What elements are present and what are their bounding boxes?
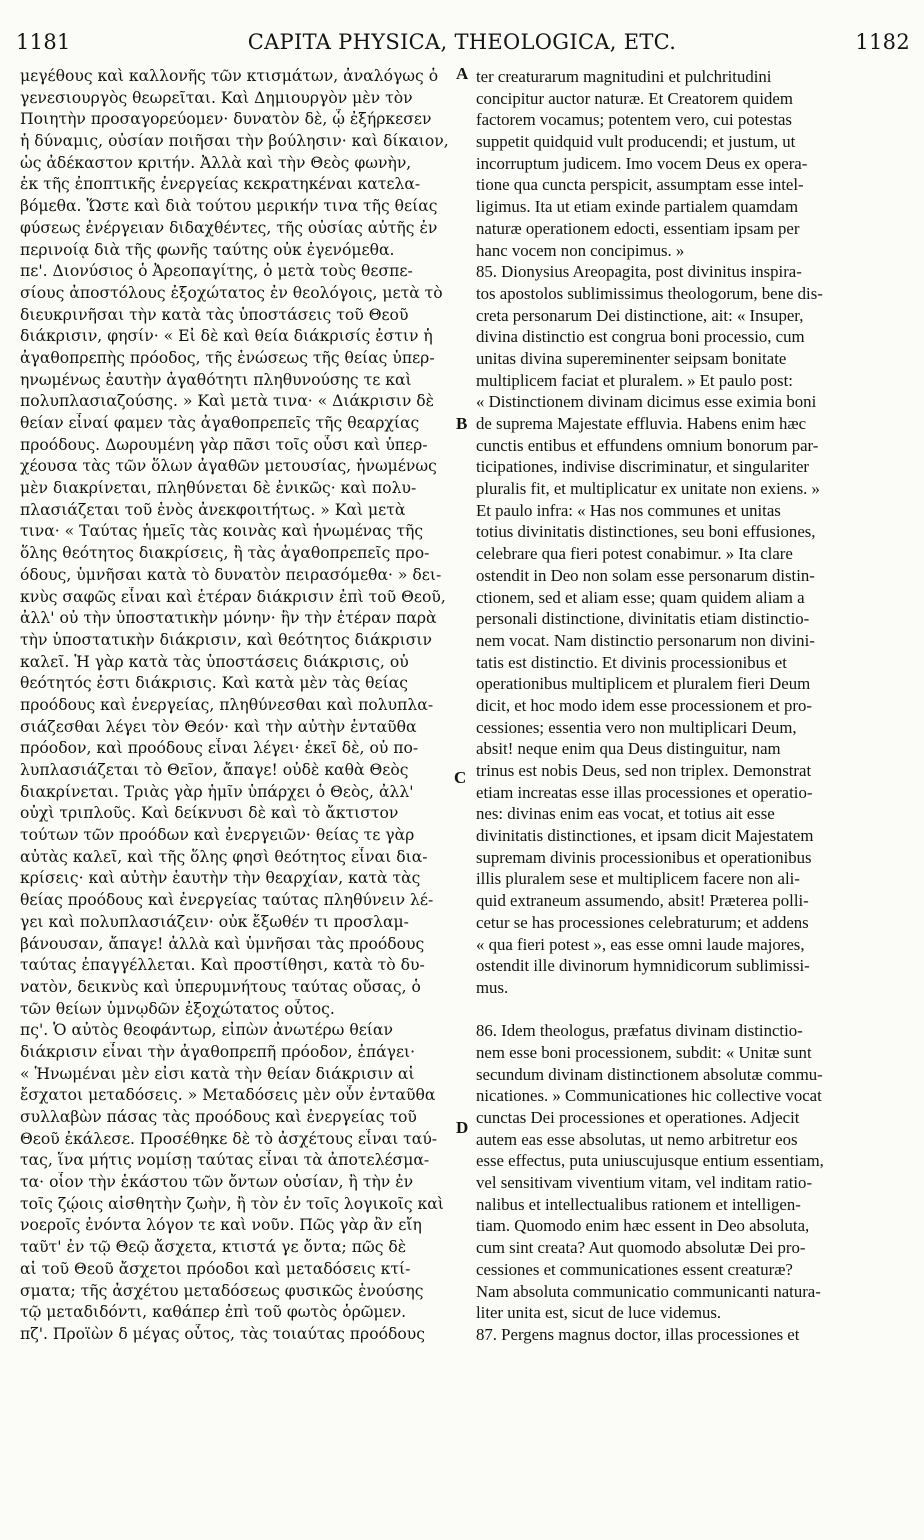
text-line: ἀγαθοπρεπὴς πρόοδος, τῆς ἑνώσεως τῆς θείας ὑπερ-: [20, 348, 435, 367]
text-line: τινα· « Ταύτας ἡμεῖς τὰς κοινὰς καὶ ἡνωμένας τῆς: [20, 522, 424, 541]
text-line: unitas divina supereminenter seipsam bonitate: [476, 348, 787, 368]
text-line: nalibus et intellectualibus rationem et intelligen-: [476, 1194, 801, 1214]
running-header: [0, 30, 924, 64]
text-line: ταῦτ' ἐν τῷ Θεῷ ἄσχετα, κτιστά γε ὄντα; πῶς δὲ: [20, 1238, 407, 1257]
text-line: θεότητός ἐστι διάκρισις. Καὶ κατὰ μὲν τὰς θείας: [20, 674, 408, 693]
text-line: προόδους. Δωρουμένη γὰρ πᾶσι τοῖς οὖσι καὶ ὑπερ-: [20, 435, 428, 454]
text-line: multiplicem faciat et pluralem. » Et paulo post:: [476, 370, 793, 390]
text-line: σιάζεσθαι λέγει τὸν Θεόν· καὶ τὴν αὐτὴν ἐνταῦθα: [20, 717, 417, 736]
text-line: Θεοῦ ἐκάλεσε. Προσέθηκε δὲ τὸ ἀσχέτους εἶναι ταύ-: [20, 1129, 438, 1148]
text-line: tatis est distinctio. Et divinis processionibus et: [476, 652, 787, 672]
text-line: ἔσχατοι μεταδόσεις. » Μεταδόσεις μὲν οὖν ἐνταῦθα: [20, 1086, 436, 1105]
text-line: totius divinitatis distinctiones, seu boni effusiones,: [476, 522, 816, 542]
text-line: μὲν διακρίνεται, πληθύνεται δὲ ἑνικῶς· καὶ πολυ-: [20, 479, 417, 498]
text-line: 85. Dionysius Areopagita, post divinitus inspira-: [476, 262, 802, 282]
text-line: 87. Pergens magnus doctor, illas processiones et: [476, 1324, 800, 1344]
text-line: [476, 999, 894, 1021]
text-line: Et paulo infra: « Has nos communes et unitas: [476, 500, 781, 520]
text-line: pluralis fit, et multiplicatur ex unitate non exiens. »: [476, 479, 820, 499]
text-line: cessiones; essentia vero non multiplicari Deum,: [476, 717, 797, 737]
text-line: celebrare qua fieri potest conabimur. » Ita clare: [476, 544, 793, 564]
text-line: nem vocat. Nam distinctio personarum non divini-: [476, 630, 815, 650]
text-line: διευκρινῆσαι τὴν κατὰ τὰς ὑποστάσεις τοῦ Θεοῦ: [20, 305, 409, 324]
text-line: ostendit ille divinorum hymnidicorum sublimissi-: [476, 956, 810, 976]
text-line: tos apostolos sublimissimus theologorum, bene dis-: [476, 283, 823, 303]
text-line: βάνουσαν, ἄπαγε! ἀλλὰ καὶ ὑμνῆσαι τὰς προόδους: [20, 934, 425, 953]
page-number-right: 1182: [855, 30, 910, 54]
text-line: dicit, et hoc modo idem esse processionem et pro-: [476, 695, 813, 715]
text-line: nem esse boni processionem, subdit: « Unitæ sunt: [476, 1042, 812, 1062]
text-line: καλεῖ. Ἡ γὰρ κατὰ τὰς ὑποστάσεις διάκρισις, οὐ: [20, 652, 409, 671]
text-line: αἱ τοῦ Θεοῦ ἄσχετοι πρόοδοι καὶ μεταδόσεις κτί-: [20, 1259, 411, 1278]
greek-column: [20, 66, 460, 1346]
text-line: creta personarum Dei distinctione, ait: « Insuper,: [476, 305, 804, 325]
text-line: Nam absoluta communicatio communicanti natura-: [476, 1281, 821, 1301]
margin-letter-c: C: [454, 768, 467, 787]
text-line: illis pluralem sese et multiplicem facere non ali-: [476, 869, 800, 889]
text-line: hanc vocem non concipimus. »: [476, 240, 685, 260]
text-line: κνὺς σαφῶς εἶναι καὶ ἑτέραν διάκρισιν ἐπὶ τοῦ Θεοῦ,: [20, 587, 446, 606]
text-line: absit! neque enim qua Deus distinguitur, nam: [476, 739, 781, 759]
text-line: suppetit quidquid vult producendi; et justum, ut: [476, 132, 796, 152]
page-number-left: 1181: [16, 30, 71, 54]
text-line: divinitatis distinctiones, et ipsam dicit Majestatem: [476, 826, 814, 846]
margin-letter-d: D: [456, 1118, 469, 1137]
margin-letter-a: A: [456, 64, 469, 83]
text-line: περινοίᾳ διὰ τῆς φωνῆς ταύτης οὐκ ἐγενόμεθα.: [20, 240, 395, 259]
text-line: αὐτὰς καλεῖ, καὶ τῆς ὅλης φησὶ θεότητος εἶναι δια-: [20, 847, 428, 866]
text-line: concipitur auctor naturæ. Et Creatorem quidem: [476, 88, 793, 108]
text-line: trinus est nobis Deus, sed non triplex. Demonstrat: [476, 761, 812, 780]
text-line: secundum divinam distinctionem absolutæ commu-: [476, 1064, 823, 1084]
margin-letter-b: B: [456, 414, 468, 433]
text-line: nicationes. » Communicationes hic collective vocat: [476, 1086, 822, 1106]
text-line: τὴν ὑποστατικὴν διάκρισιν, καὶ θεότητος διάκρισιν: [20, 630, 432, 649]
text-line: etiam increatas esse illas processiones et operatio-: [476, 782, 813, 802]
text-line: esse effectus, puta uniuscujusque entium essentiam,: [476, 1151, 824, 1171]
text-line: σίους ἀποστόλους ἐξοχώτατος ἐν θεολόγοις, μετὰ τὸ: [20, 283, 443, 302]
text-line: διάκρισιν, φησίν· « Εἰ δὲ καὶ θεία διάκρισίς ἐστιν ἡ: [20, 327, 433, 346]
text-line: όδους, ὑμνῆσαι κατὰ τὸ δυνατὸν πειρασόμεθα· » δει-: [20, 565, 442, 584]
text-line: τῷ μεταδιδόντι, καθάπερ ἐπὶ τοῦ φωτὸς ὁρῶμεν.: [20, 1303, 407, 1322]
text-line: πολυπλασιαζούσης. » Καὶ μετὰ τινα· « Διάκρισιν δὲ: [20, 392, 435, 411]
text-line: τούτων τῶν προόδων καὶ ἐνεργειῶν· θείας τε γὰρ: [20, 826, 415, 845]
text-line: γενεσιουργὸς θεωρεῖται. Καὶ Δημιουργὸν μὲν τὸν: [20, 88, 413, 107]
text-line: θείας προόδους καὶ ἐνεργείας ταύτας πληθύνειν λέ-: [20, 891, 434, 910]
text-line: κρίσεις· καὶ αὐτὴν ἑαυτὴν τὴν θεαρχίαν, κατὰ τὰς: [20, 869, 421, 888]
text-line: tione qua cuncta perspicit, assumptam esse intel-: [476, 175, 804, 195]
latin-column: [476, 66, 894, 1346]
text-line: ὅλης θεότητος διακρίσεις, ἢ τὰς ἀγαθοπρεπεῖς προ-: [20, 544, 430, 563]
text-line: cunctas Dei processiones et operationes. Adjecit: [476, 1108, 800, 1127]
text-line: ostendit in Deo non solam esse personarum distin-: [476, 565, 815, 585]
text-line: personali distinctione, divinitatis etiam distinctio-: [476, 609, 810, 629]
text-line: φύσεως ἐνέργειαν διδαχθέντες, τῆς οὐσίας αὐτῆς ἐν: [20, 218, 438, 237]
text-line: cetur se has processiones celebraturum; et addens: [476, 912, 809, 932]
text-line: 86. Idem theologus, præfatus divinam distinctio-: [476, 1021, 803, 1041]
text-line: βόμεθα. Ὥστε καὶ διὰ τούτου μερικήν τινα τῆς θείας: [20, 197, 438, 216]
text-line: autem eas esse absolutas, ut nemo arbitretur eos: [476, 1129, 798, 1149]
text-line: ligimus. Ita ut etiam exinde partialem quamdam: [476, 197, 799, 217]
text-line: νατὸν, δεικνὺς καὶ ὑπερυμνήτους ταύτας οὔσας, ὁ: [20, 977, 421, 996]
text-line: γει καὶ πολυπλασιάζειν· οὐκ ἔξωθέν τι προσλαμ-: [20, 912, 409, 931]
text-line: « Ἡνωμέναι μὲν εἰσι κατὰ τὴν θείαν διάκρισιν αἱ: [20, 1064, 415, 1083]
text-line: σματα; τῆς ἀσχέτου μεταδόσεως φυσικῶς ἑνούσης: [20, 1281, 424, 1300]
text-line: πλασιάζεται τοῦ ἑνὸς ἀνεκφοιτήτως. » Καὶ μετὰ: [20, 500, 406, 519]
text-line: tiam. Quomodo enim hæc essent in Deo absoluta,: [476, 1216, 810, 1236]
text-line: λυπλασιάζεται τὸ Θεῖον, ἄπαγε! οὐδὲ καθὰ Θεὸς: [20, 761, 409, 779]
text-line: naturæ operationem edocti, essentiam ipsam per: [476, 218, 800, 238]
text-line: τοῖς ζῴοις αἰσθητὴν ζωὴν, ἢ τὸν ἐν τοῖς λογικοῖς καὶ: [20, 1194, 444, 1213]
text-line: τῶν θείων ὑμνῳδῶν ἐξοχώτατος οὗτος.: [20, 999, 335, 1018]
text-line: « Distinctionem divinam dicimus esse eximia boni: [476, 392, 817, 412]
text-line: « qua fieri potest », eas esse omni laude majores,: [476, 934, 805, 954]
text-line: οὐχὶ τριπλοῦς. Καὶ δείκνυσι δὲ καὶ τὸ ἄκτιστον: [20, 804, 399, 823]
text-line: ctionem, sed et aliam esse; quam quidem aliam a: [476, 587, 805, 607]
text-line: θείαν εἶναί φαμεν τὰς ἀγαθοπρεπεῖς τῆς θεαρχίας: [20, 414, 420, 432]
text-line: προόδους καὶ ἐνεργείας, πληθύνεσθαι καὶ πολυπλα-: [20, 695, 434, 714]
text-line: χέουσα τὰς τῶν ὅλων ἀγαθῶν μετουσίας, ἡνωμένως: [20, 457, 437, 476]
text-line: μεγέθους καὶ καλλονῆς τῶν κτισμάτων, ἀναλόγως ὁ: [20, 67, 439, 85]
text-line: divina distinctio est congrua boni processio, cum: [476, 327, 805, 347]
text-line: συλλαβὼν πάσας τὰς προόδους καὶ ἐνεργείας τοῦ: [20, 1108, 417, 1126]
text-line: supremam divinis processionibus et operationibus: [476, 847, 812, 867]
text-line: πζ'. Προϊὼν δ μέγας οὗτος, τὰς τοιαύτας προόδους: [20, 1324, 425, 1343]
text-line: πρόοδον, καὶ προόδους εἶναι λέγει· ἐκεῖ δὲ, οὐ πο-: [20, 739, 419, 758]
text-line: nes: divinas enim eas vocat, et totius ait esse: [476, 804, 775, 824]
text-line: ter creaturarum magnitudini et pulchritudini: [476, 67, 772, 86]
text-line: ἡ δύναμις, οὐσίαν ποιῆσαι τὴν βούλησιν· καὶ δίκαιον,: [20, 132, 449, 151]
text-line: vel sensitivam viventium vitam, vel inditam ratio-: [476, 1173, 813, 1193]
text-line: operationibus multiplicem et pluralem fieri Deum: [476, 674, 811, 694]
text-line: πε'. Διονύσιος ὁ Ἀρεοπαγίτης, ὁ μετὰ τοὺς θεσπε-: [20, 262, 413, 281]
text-line: ταύτας ἐπαγγέλλεται. Καὶ προστίθησι, κατὰ τὸ δυ-: [20, 956, 425, 975]
text-line: ηνωμένως ἑαυτὴν ἀγαθότητι πληθυνούσης τε καὶ: [20, 370, 412, 389]
text-line: cessiones et communicationes essent creaturæ?: [476, 1259, 793, 1279]
text-line: de suprema Majestate effluvia. Habens enim hæc: [476, 414, 807, 433]
text-line: πς'. Ὁ αὐτὸς θεοφάντωρ, εἰπὼν ἀνωτέρω θείαν: [20, 1021, 393, 1040]
text-line: διάκρισιν εἶναι τὴν ἀγαθοπρεπῆ πρόοδον, ἐπάγει·: [20, 1042, 416, 1061]
text-line: factorem vocamus; potentem vero, cui potestas: [476, 110, 792, 130]
text-line: ticipationes, indivise discriminatur, et singulariter: [476, 457, 810, 477]
text-line: ὡς ἀδέκαστον κριτήν. Ἀλλὰ καὶ τὴν Θεὸς φωνὴν,: [20, 153, 412, 172]
running-title: CAPITA PHYSICA, THEOLOGICA, ETC.: [247, 30, 677, 54]
text-line: cum sint creata? Aut quomodo absolutæ Dei pro-: [476, 1238, 806, 1258]
text-line: ἀλλ' οὐ τὴν ὑποστατικὴν μόνην· ἣν τὴν ἑτέραν παρὰ: [20, 609, 437, 628]
text-line: cunctis entibus et effundens omnium bonorum par-: [476, 435, 819, 455]
text-line: mus.: [476, 977, 509, 997]
text-line: νοεροῖς ἐνόντα λόγον τε καὶ νοῦν. Πῶς γὰρ ἂν εἴη: [20, 1216, 422, 1235]
text-line: διακρίνεται. Τριὰς γὰρ ἡμῖν ὑπάρχει ὁ Θεὸς, ἀλλ': [20, 782, 414, 801]
text-line: τα· οἷον τὴν ἑκάστου τῶν ὄντων οὐσίαν, ἢ τὴν ἐν: [20, 1173, 414, 1192]
text-line: liter unita est, sicut de luce videmus.: [476, 1303, 722, 1323]
text-line: Ποιητὴν προσαγορεύομεν· δυνατὸν δὲ, ᾧ ἐξήρκεσεν: [20, 110, 432, 129]
text-line: τας, ἵνα μήτις νομίσῃ ταύτας εἶναι τὰ ἀποτελέσμα-: [20, 1151, 430, 1170]
text-line: ἐκ τῆς ἐποπτικῆς ἐνεργείας κεκρατηκέναι κατελα-: [20, 175, 421, 194]
text-line: incorruptum judicem. Imo vocem Deus ex opera-: [476, 153, 808, 173]
text-line: quid extraneum assumendo, absit! Præterea polli-: [476, 891, 809, 911]
